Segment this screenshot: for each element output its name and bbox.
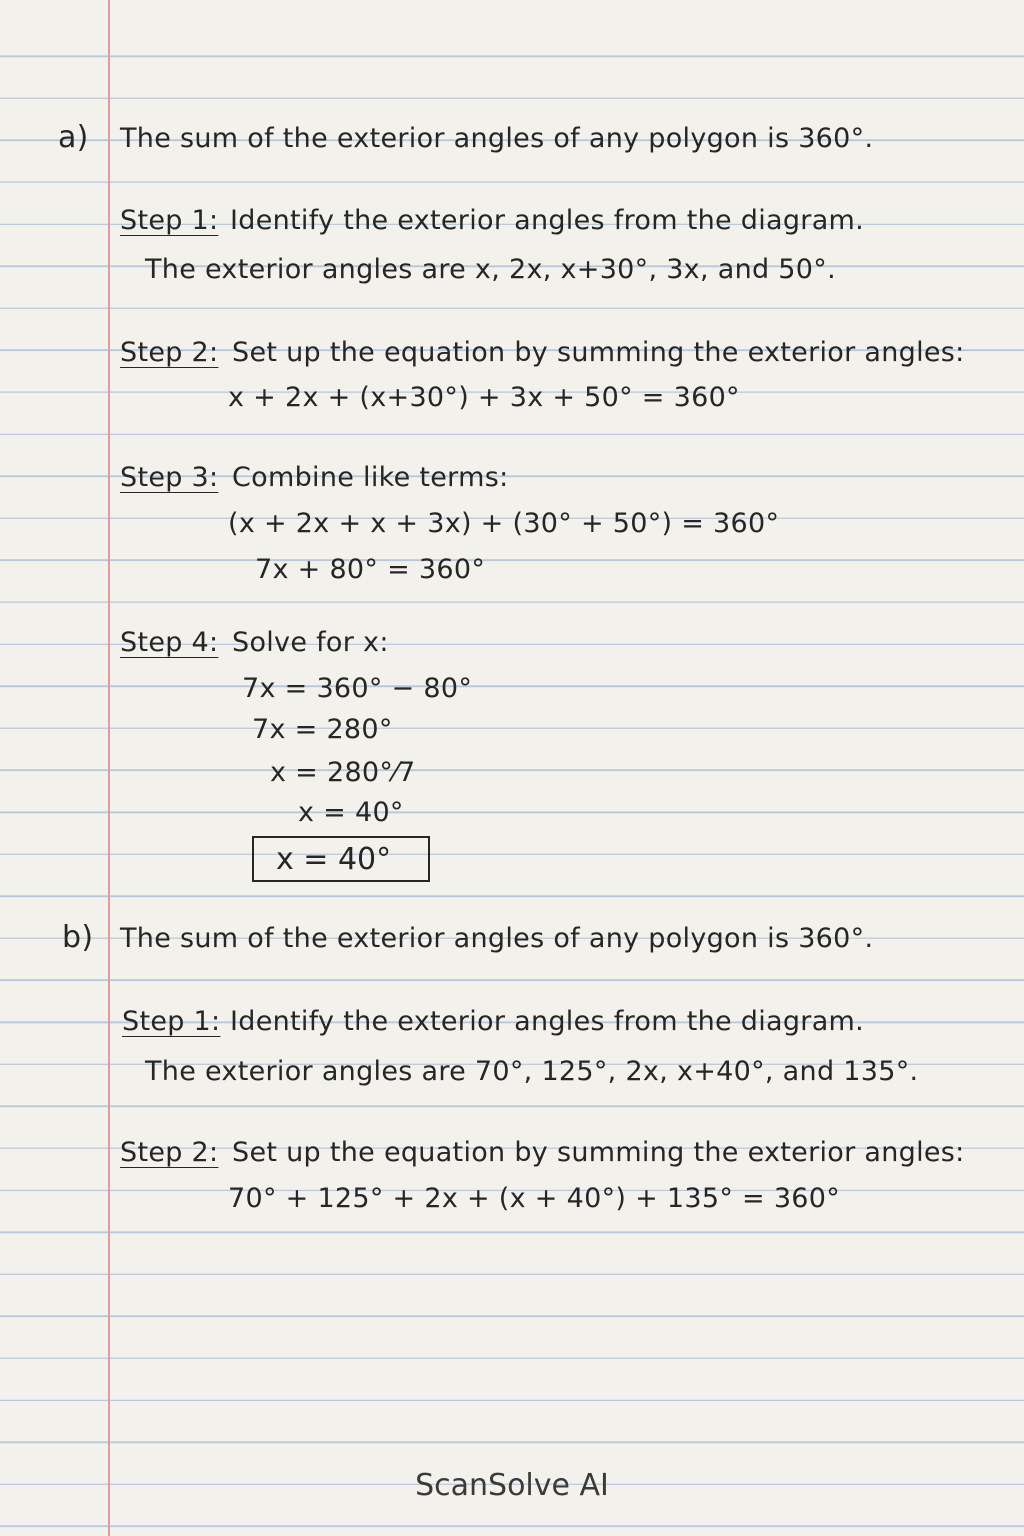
part-a-step4-line4: x = 40° bbox=[298, 797, 404, 828]
part-a-step3-label: Step 3: bbox=[120, 462, 219, 493]
part-a-step2-equation: x + 2x + (x+30°) + 3x + 50° = 360° bbox=[228, 382, 740, 413]
part-a-answer: x = 40° bbox=[276, 842, 392, 877]
part-b-label: b) bbox=[62, 920, 94, 955]
part-a-step4-text: Solve for x: bbox=[232, 627, 389, 658]
part-b-step1-label: Step 1: bbox=[122, 1006, 221, 1037]
margin-line bbox=[108, 0, 110, 1536]
part-a-step4-line2: 7x = 280° bbox=[252, 714, 393, 745]
part-a-label: a) bbox=[58, 120, 89, 155]
part-b-step2-label: Step 2: bbox=[120, 1137, 219, 1168]
part-b-intro: The sum of the exterior angles of any polygon is 360°. bbox=[120, 923, 874, 954]
part-a-step4-label: Step 4: bbox=[120, 627, 219, 658]
part-a-step2-label: Step 2: bbox=[120, 337, 219, 368]
part-a-step1-detail: The exterior angles are x, 2x, x+30°, 3x, and 50°. bbox=[145, 254, 836, 285]
part-a-step3-line2: 7x + 80° = 360° bbox=[255, 554, 486, 585]
part-b-step1-detail: The exterior angles are 70°, 125°, 2x, x+40°, and 135°. bbox=[145, 1056, 919, 1087]
part-a-step4-line3: x = 280°⁄7 bbox=[270, 757, 416, 788]
part-b-step1-text: Identify the exterior angles from the diagram. bbox=[230, 1006, 865, 1037]
part-a-step1-text: Identify the exterior angles from the diagram. bbox=[230, 205, 865, 236]
part-a-step2-text: Set up the equation by summing the exterior angles: bbox=[232, 337, 965, 368]
part-a-step3-text: Combine like terms: bbox=[232, 462, 509, 493]
part-a-intro: The sum of the exterior angles of any polygon is 360°. bbox=[120, 123, 874, 154]
footer-brand: ScanSolve AI bbox=[415, 1468, 609, 1503]
part-a-step4-line1: 7x = 360° − 80° bbox=[242, 673, 473, 704]
part-b-step2-text: Set up the equation by summing the exterior angles: bbox=[232, 1137, 965, 1168]
part-b-step2-equation: 70° + 125° + 2x + (x + 40°) + 135° = 360° bbox=[228, 1183, 841, 1214]
part-a-step3-line1: (x + 2x + x + 3x) + (30° + 50°) = 360° bbox=[228, 508, 780, 539]
part-a-step1-label: Step 1: bbox=[120, 205, 219, 236]
